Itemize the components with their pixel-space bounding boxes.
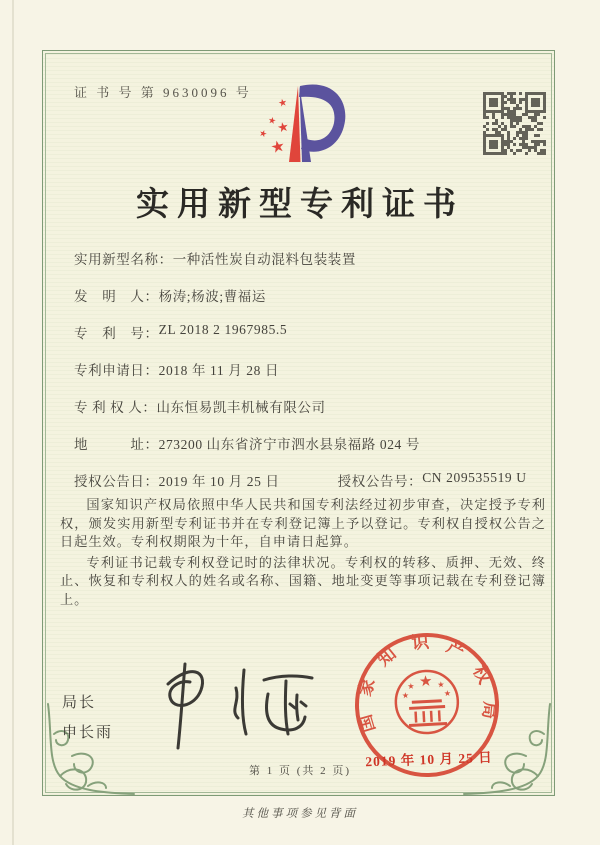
field-value: 2019 年 10 月 25 日 (158, 474, 280, 489)
certificate-number: 证 书 号 第 9630096 号 (74, 85, 252, 100)
cnipa-logo (232, 70, 372, 175)
field-label: 地 址： (74, 437, 159, 452)
field-value: 杨涛;杨波;曹福运 (158, 289, 267, 304)
star-icon: ★ (275, 118, 291, 136)
director-signature (140, 658, 325, 758)
field-row-patentee (74, 396, 544, 433)
director-block (62, 688, 113, 748)
seal-arc-text: 国家知识产权局 (354, 631, 501, 735)
field-value: 273200 山东省济宁市泗水县泉福路 024 号 (158, 437, 420, 452)
field-label: 专利申请日： (74, 363, 159, 378)
field-row-inventors (74, 285, 544, 322)
field-value: CN 209535519 U (422, 470, 527, 485)
field-row-patent-number (74, 322, 544, 359)
field-label: 实用新型名称： (74, 252, 173, 267)
field-value: 一种活性炭自动混料包装装置 (172, 252, 357, 267)
certificate-title: 实用新型专利证书 (136, 187, 464, 223)
director-name: 申长雨 (62, 725, 114, 741)
field-label: 专 利 号： (74, 326, 159, 341)
field-label: 发 明 人： (74, 289, 159, 304)
star-icon: ★ (269, 137, 287, 158)
field-value: ZL 2018 2 1967985.5 (158, 322, 288, 337)
field-row-filing-date (74, 359, 544, 396)
field-row-address (74, 433, 544, 470)
star-icon: ★ (443, 688, 452, 699)
star-icon: ★ (418, 673, 433, 691)
field-label: 授权公告日： (74, 474, 159, 489)
page-number: 第 1 页 (共 2 页) (248, 765, 352, 777)
star-icon: ★ (401, 690, 410, 701)
grant-date-pair (74, 470, 280, 490)
qr-code (483, 92, 546, 155)
national-emblem (394, 669, 459, 734)
star-icon: ★ (257, 127, 269, 140)
field-value: 山东恒易凯丰机械有限公司 (156, 400, 326, 415)
field-label: 专 利 权 人： (74, 400, 157, 415)
legal-paragraphs (60, 496, 546, 611)
star-icon: ★ (267, 114, 277, 127)
star-icon: ★ (437, 680, 445, 690)
grant-number-pair (338, 470, 527, 490)
legal-paragraph: 国家知识产权局依照中华人民共和国专利法经过初步审查，决定授予专利权，颁发实用新型专利证书并在专利登记簿上予以登记。专利权自授权公告之日起生效。专利权期限为十年，自申请日起算。 (60, 497, 546, 549)
field-value: 2018 年 11 月 28 日 (158, 363, 280, 378)
field-label: 授权公告号： (337, 474, 423, 489)
cnipa-logo-graphic (232, 70, 372, 175)
seal-date: 2019 年 10 月 25 日 (365, 749, 493, 770)
footer-note: 其他事项参见背面 (242, 808, 358, 820)
field-row-name (74, 248, 544, 285)
fields-section (74, 248, 544, 507)
director-title: 局长 (62, 695, 97, 711)
legal-paragraph: 专利证书记载专利权登记时的法律状况。专利权的转移、质押、无效、终止、恢复和专利权人的姓名或名称、国籍、地址变更等事项记载在专利登记簿上。 (60, 554, 546, 607)
star-icon: ★ (277, 97, 289, 110)
star-icon: ★ (407, 681, 415, 691)
